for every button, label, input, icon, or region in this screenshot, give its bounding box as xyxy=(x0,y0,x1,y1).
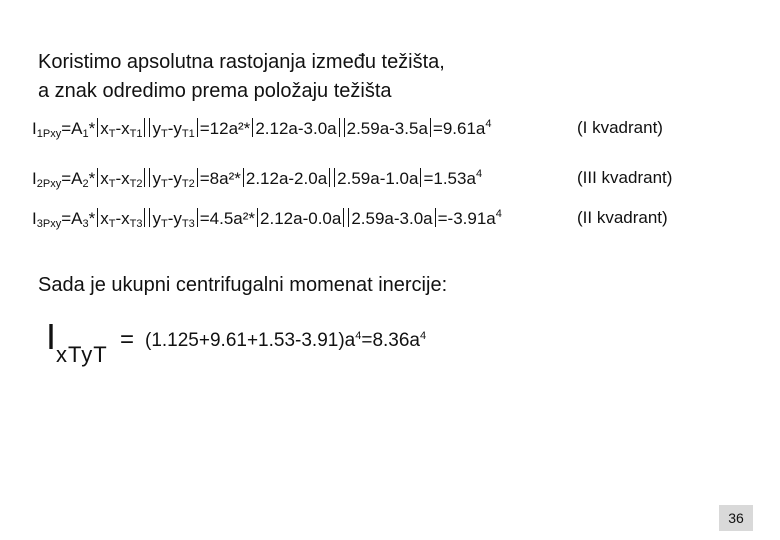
row-1-c2: 2.12a-3.0a xyxy=(255,119,337,138)
formula-total-result-exp: 4 xyxy=(420,330,427,342)
row-3-c3: 2.59a-3.0a xyxy=(351,209,433,228)
row-1-exp: 4 xyxy=(485,118,492,130)
row-3-i: I xyxy=(32,209,37,228)
intro-line-2: a znak odredimo prema položaju težišta xyxy=(38,80,392,102)
row-1-i: I xyxy=(32,119,37,138)
row-2-quadrant: (III kvadrant) xyxy=(577,168,673,187)
row-2-i-sub: 2Pxy xyxy=(36,178,62,190)
total-intro-text: Sada je ukupni centrifugalni momenat inercije: xyxy=(38,274,448,296)
row-2-c2: 2.12a-2.0a xyxy=(245,169,328,188)
row-2-result: =1.53a xyxy=(423,169,476,188)
row-3-yt: y xyxy=(152,209,161,228)
intro-line-1: Koristimo apsolutna rastojanja između težišta, xyxy=(38,51,445,73)
row-2-a-sub: 2 xyxy=(82,178,89,190)
row-3-yti-sub: T3 xyxy=(181,218,195,230)
row-1-xti-sub: T1 xyxy=(129,128,143,140)
formula-sub: xTyT xyxy=(56,342,108,367)
row-1-i-sub: 1Pxy xyxy=(36,128,62,140)
row-1-c1: =12a²* xyxy=(199,119,251,138)
row-1-yti: -y xyxy=(167,119,182,138)
row-1-yt-sub: T xyxy=(160,128,168,140)
page-number: 36 xyxy=(719,505,753,531)
formula-i: I xyxy=(46,316,57,357)
row-1-result: =9.61a xyxy=(432,119,486,138)
row-2-xti: -x xyxy=(115,169,130,188)
row-2-xt: x xyxy=(100,169,109,188)
row-3-result: =-3.91a xyxy=(437,209,496,228)
row-3-yti: -y xyxy=(167,209,182,228)
formula-total-result: =8.36a xyxy=(361,330,421,351)
total-formula xyxy=(40,312,480,372)
row-3-xti: -x xyxy=(115,209,130,228)
row-3-a: A xyxy=(71,209,83,228)
row-1-c3: 2.59a-3.5a xyxy=(346,119,428,138)
row-3-c1: =4.5a²* xyxy=(199,209,256,228)
moment-row-2: $I_{2Pxy}=A_2*$ $x_T-x_{T2}$ $y_T-y_{T2} =8a^2*$ 2.12a-2.0a $2.59a-1.0a =1.53a^4$ (III kvadrant) xyxy=(32,168,673,190)
row-1-xti: -x xyxy=(115,119,130,138)
intro-text xyxy=(38,48,445,106)
row-3-exp: 4 xyxy=(495,208,502,220)
formula-total-exp: 4 xyxy=(355,330,362,342)
row-2-i: I xyxy=(32,169,37,188)
moment-row-1: $I_{1Pxy}=A_1*$ $x_T-x_{T1}$ $y_T-y_{T1} =12a^2*$ 2.12a-3.0a $2.59a-3.5a =9.61a^4$ (I kvadrant) xyxy=(32,118,663,140)
row-2-exp: 4 xyxy=(475,168,483,180)
row-1-yti-sub: T1 xyxy=(181,128,195,140)
row-3-xt-sub: T xyxy=(108,218,116,230)
row-3-a-sub: 3 xyxy=(82,218,89,230)
formula-equals: = xyxy=(120,326,135,353)
formula-total-expr: (1.125+9.61+1.53-3.91)a xyxy=(145,330,356,351)
row-3-quadrant: (II kvadrant) xyxy=(577,208,668,227)
row-3-c2: 2.12a-0.0a xyxy=(260,209,342,228)
row-1-yt: y xyxy=(152,119,161,138)
row-3-xti-sub: T3 xyxy=(129,218,143,230)
row-2-yt: y xyxy=(152,169,161,188)
row-2-xt-sub: T xyxy=(108,178,116,190)
row-2-c3: 2.59a-1.0a xyxy=(337,169,419,188)
row-2-yti: -y xyxy=(167,169,182,188)
row-2-a: A xyxy=(71,169,83,188)
row-3-xt: x xyxy=(100,209,109,228)
moment-row-3: $I_{3Pxy}=A_3*$ $x_T-x_{T3}$ $y_T-y_{T3} =4.5a^2*$ 2.12a-0.0a $2.59a-3.0a =-3.91a^4$ (II kvadrant) xyxy=(32,208,668,230)
row-3-i-sub: 3Pxy xyxy=(36,218,62,230)
row-1-quadrant: (I kvadrant) xyxy=(577,118,663,137)
row-2-c1: =8a²* xyxy=(199,169,241,188)
row-2-yt-sub: T xyxy=(160,178,168,190)
row-1-a: A xyxy=(71,119,83,138)
row-3-yt-sub: T xyxy=(160,218,168,230)
row-1-xt-sub: T xyxy=(108,128,116,140)
row-1-xt: x xyxy=(100,119,109,138)
formula-total xyxy=(145,330,426,352)
row-2-xti-sub: T2 xyxy=(129,178,143,190)
row-2-yti-sub: T2 xyxy=(181,178,195,190)
row-1-a-sub: 1 xyxy=(82,128,89,140)
